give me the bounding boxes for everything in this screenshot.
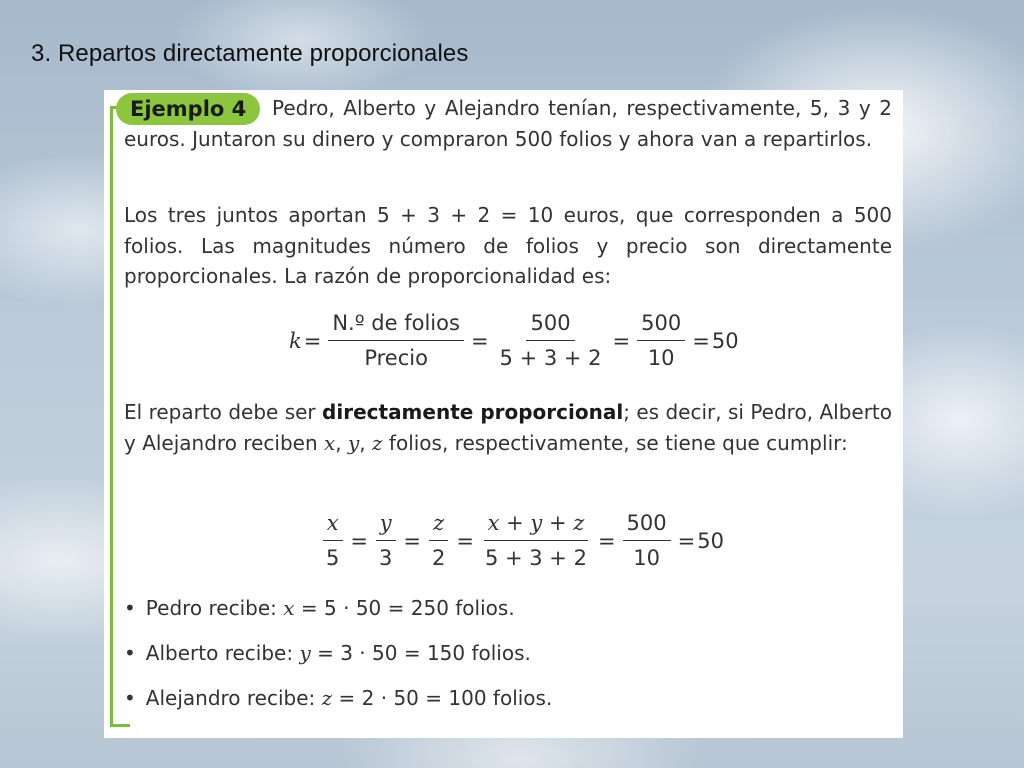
- separator: ,: [335, 430, 348, 455]
- example-intro: Pedro, Alberto y Alejandro tenían, respectivamente, 5, 3 y 2 euros. Juntaron su dinero y compraron 500 folios y ahora van a repartirlos.: [124, 96, 892, 151]
- fraction-500-sum: [496, 310, 606, 371]
- formula-equals: =: [403, 528, 421, 553]
- fraction-numerator: z: [429, 510, 448, 541]
- example-card: [104, 90, 903, 738]
- formula-equals: =: [350, 528, 368, 553]
- list-item: [124, 683, 552, 728]
- fraction-500-10: [637, 310, 685, 371]
- fraction-numerator: y: [376, 510, 396, 541]
- formula-equals: =: [456, 528, 474, 553]
- fraction-500-10: [623, 510, 671, 571]
- fraction-y-3: [375, 510, 396, 571]
- fraction-folios-precio: [328, 310, 464, 371]
- fraction-denominator: 5 + 3 + 2: [499, 346, 602, 370]
- bullet-variable: y: [299, 641, 311, 665]
- separator: ,: [359, 430, 373, 455]
- variable-y: y: [347, 430, 360, 455]
- bullet-expression: = 3 · 50 = 150 folios.: [310, 641, 531, 665]
- variable-z: z: [372, 430, 383, 455]
- list-item: [124, 638, 552, 683]
- fraction-denominator: 3: [378, 546, 393, 570]
- fraction-denominator: 5: [326, 546, 340, 570]
- distribution-formula: [317, 510, 724, 571]
- fraction-numerator: 500: [637, 310, 685, 341]
- bullet-expression: = 5 · 50 = 250 folios.: [294, 596, 515, 620]
- variable-x: x: [323, 430, 336, 455]
- bold-phrase: directamente proporcional: [322, 400, 624, 424]
- fraction-denominator: 5 + 3 + 2: [484, 546, 587, 570]
- fraction-x-5: [322, 510, 343, 571]
- fraction-xyz-sum: [481, 510, 591, 571]
- example-paragraph-2: Los tres juntos aportan 5 + 3 + 2 = 10 euros, que corresponden a 500 folios. Las magnitudes número de folios y precio son directamente proporcionales. La razón de proporcionalidad es:: [124, 203, 892, 288]
- bullet-label: Pedro recibe:: [145, 596, 284, 620]
- formula-equals: =: [597, 528, 616, 553]
- bullet-icon: •: [124, 641, 136, 665]
- bullet-variable: z: [321, 686, 333, 710]
- fraction-z-2: [428, 510, 449, 571]
- bullet-label: Alejandro recibe:: [145, 686, 322, 710]
- formula-result: 50: [711, 328, 739, 353]
- fraction-numerator: N.º de folios: [328, 310, 464, 341]
- bullet-icon: •: [124, 596, 136, 620]
- slide-title: 3. Repartos directamente proporcionales: [31, 40, 469, 67]
- formula-equals: =: [470, 328, 489, 353]
- result-list: [124, 593, 552, 728]
- paragraph-text: El reparto debe ser: [124, 400, 323, 424]
- bullet-expression: = 2 · 50 = 100 folios.: [332, 686, 553, 710]
- fraction-denominator: 2: [431, 546, 446, 570]
- proportionality-formula: [289, 310, 739, 371]
- example-badge: Ejemplo 4: [116, 93, 260, 125]
- example-paragraph-3: [124, 397, 892, 458]
- formula-equals: =: [692, 328, 710, 353]
- paragraph-text: ; es decir, si Pedro, Alberto y Alejandro reciben: [124, 400, 892, 455]
- bullet-label: Alberto recibe:: [145, 641, 300, 665]
- fraction-denominator: Precio: [364, 346, 428, 370]
- fraction-numerator: x + y + z: [484, 510, 589, 541]
- fraction-denominator: 10: [647, 346, 675, 370]
- formula-equals: =: [303, 328, 322, 353]
- bullet-icon: •: [124, 686, 136, 710]
- formula-equals: =: [612, 328, 631, 353]
- formula-result: 50: [697, 528, 724, 553]
- fraction-numerator: 500: [526, 310, 574, 341]
- fraction-numerator: x: [323, 510, 343, 541]
- fraction-denominator: 10: [633, 546, 660, 570]
- fraction-numerator: 500: [623, 510, 671, 541]
- formula-k: k: [289, 328, 302, 353]
- formula-equals: =: [677, 528, 696, 553]
- list-item: [124, 593, 552, 638]
- bullet-variable: x: [283, 596, 295, 620]
- paragraph-text: folios, respectivamente, se tiene que cumplir:: [382, 430, 848, 455]
